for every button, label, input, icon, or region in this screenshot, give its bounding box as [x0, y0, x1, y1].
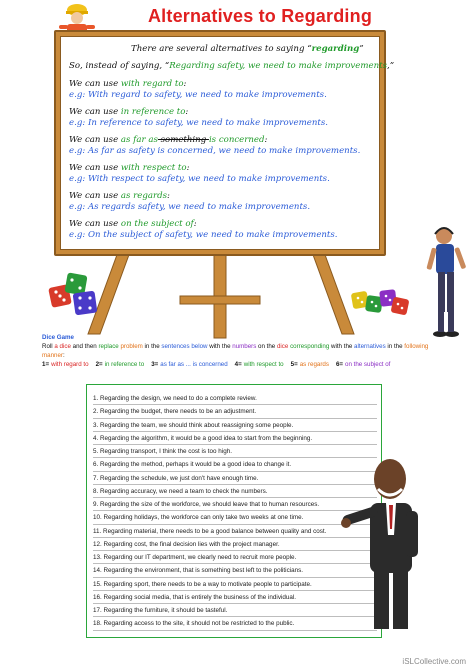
instruction-segment: numbers	[232, 343, 259, 350]
list-item: 2. Regarding the budget, there needs to be an adjustment.	[93, 405, 377, 418]
option-number: 3=	[151, 361, 159, 368]
alt-3-lead: We can use as far as something is concerned:	[69, 135, 268, 145]
instruction-segment: :	[62, 352, 65, 360]
dice-game-instructions	[42, 342, 452, 361]
alt-1-lead: We can use with regard to:	[69, 79, 187, 89]
option-label: on the subject of	[345, 361, 391, 368]
alt-3-example: e.g: As far as safety is concerned, we need to make improvements.	[69, 146, 361, 156]
alt-5-example: e.g: As regards safety, we need to make improvements.	[69, 202, 311, 212]
list-item: 17. Regarding the furniture, it should be tasteful.	[93, 604, 377, 617]
man-with-headphones-illustration	[418, 222, 468, 342]
instruction-segment: dice	[276, 343, 291, 350]
instruction-segment: a dice	[52, 343, 73, 350]
list-item: 13. Regarding our IT department, we clearly need to recruit more people.	[93, 551, 377, 564]
alt-6-example: e.g: On the subject of safety, we need to make improvements.	[69, 230, 338, 240]
dice-icon	[350, 284, 410, 320]
list-item: 14. Regarding the environment, that is something best left to the politicians.	[93, 564, 377, 577]
list-item: 3. Regarding the team, we should think about reassigning some people.	[93, 419, 377, 432]
option-number: 5=	[290, 361, 298, 368]
list-item: 8. Regarding accuracy, we need a team to check the numbers.	[93, 485, 377, 498]
page-title: Alternatives to Regarding	[147, 6, 373, 26]
list-item: 6. Regarding the method, perhaps it would be a good idea to change it.	[93, 458, 377, 471]
dice-icon	[46, 268, 102, 318]
option-number: 4=	[234, 361, 242, 368]
list-item: 10. Regarding holidays, the workforce can only take two weeks at one time.	[93, 511, 377, 524]
alt-2-example: e.g: In reference to safety, we need to make improvements.	[69, 118, 328, 128]
alt-1-example: e.g: With regard to safety, we need to make improvements.	[69, 90, 327, 100]
instruction-segment: sentences below	[161, 343, 210, 350]
dice-game-options	[42, 361, 462, 368]
list-item: 9. Regarding the size of the workforce, we should leave that to human resources.	[93, 498, 377, 511]
watermark: iSLCollective.com	[402, 657, 466, 666]
list-item: 16. Regarding social media, that is entirely the business of the individual.	[93, 591, 377, 604]
instruction-segment: in the	[144, 343, 162, 350]
instruction-segment: and then	[72, 343, 99, 350]
list-item: 15. Regarding sport, there needs to be a way to motivate people to participate.	[93, 578, 377, 591]
list-item: 18. Regarding access to the site, it should not be restricted to the public.	[93, 617, 377, 630]
option-number: 1=	[42, 361, 50, 368]
instruction-segment: Roll	[42, 343, 53, 350]
alt-6-lead: We can use on the subject of:	[69, 219, 197, 229]
instruction-segment: with the	[331, 343, 355, 350]
list-item: 5. Regarding transport, I think the cost is too high.	[93, 445, 377, 458]
board-instead: So, instead of saying, “Regarding safety, we need to make improvements,”	[69, 61, 395, 71]
dice-game-title: Dice Game	[42, 334, 74, 341]
option-label: in reference to	[104, 361, 145, 368]
alt-2-lead: We can use in reference to:	[69, 107, 189, 117]
alt-4-lead: We can use with respect to:	[69, 163, 190, 173]
businessman-pointing-illustration	[340, 445, 430, 635]
instruction-segment: problem	[120, 343, 145, 350]
list-item: 4. Regarding the algorithm, it would be a good idea to start from the beginning.	[93, 432, 377, 445]
instruction-segment: replace	[98, 343, 121, 350]
instruction-segment: alternatives	[354, 343, 388, 350]
list-item: 1. Regarding the design, we need to do a complete review.	[93, 392, 377, 405]
list-item: 7. Regarding the schedule, we just don't have enough time.	[93, 472, 377, 485]
alt-4-example: e.g: With respect to safety, we need to make improvements.	[69, 174, 330, 184]
board-intro: There are several alternatives to saying “regarding”	[131, 44, 364, 54]
instruction-segment: with the	[209, 343, 233, 350]
sentence-list-box	[86, 384, 382, 638]
instruction-segment: on the	[258, 343, 277, 350]
option-label: with respect to	[243, 361, 284, 368]
instruction-segment: corresponding	[290, 343, 331, 350]
instruction-segment: following manner	[42, 343, 429, 360]
alt-5-lead: We can use as regards:	[69, 191, 170, 201]
list-item: 11. Regarding material, there needs to be a good balance between quality and cost.	[93, 525, 377, 538]
whiteboard	[60, 36, 395, 250]
option-number: 2=	[95, 361, 103, 368]
option-label: as regards	[299, 361, 329, 368]
option-label: as far as ... is concerned	[160, 361, 228, 368]
instruction-segment: in the	[387, 343, 405, 350]
option-label: with regard to	[51, 361, 89, 368]
list-item: 12. Regarding cost, the final decision lies with the project manager.	[93, 538, 377, 551]
option-number: 6=	[335, 361, 343, 368]
sentence-list	[93, 392, 377, 631]
